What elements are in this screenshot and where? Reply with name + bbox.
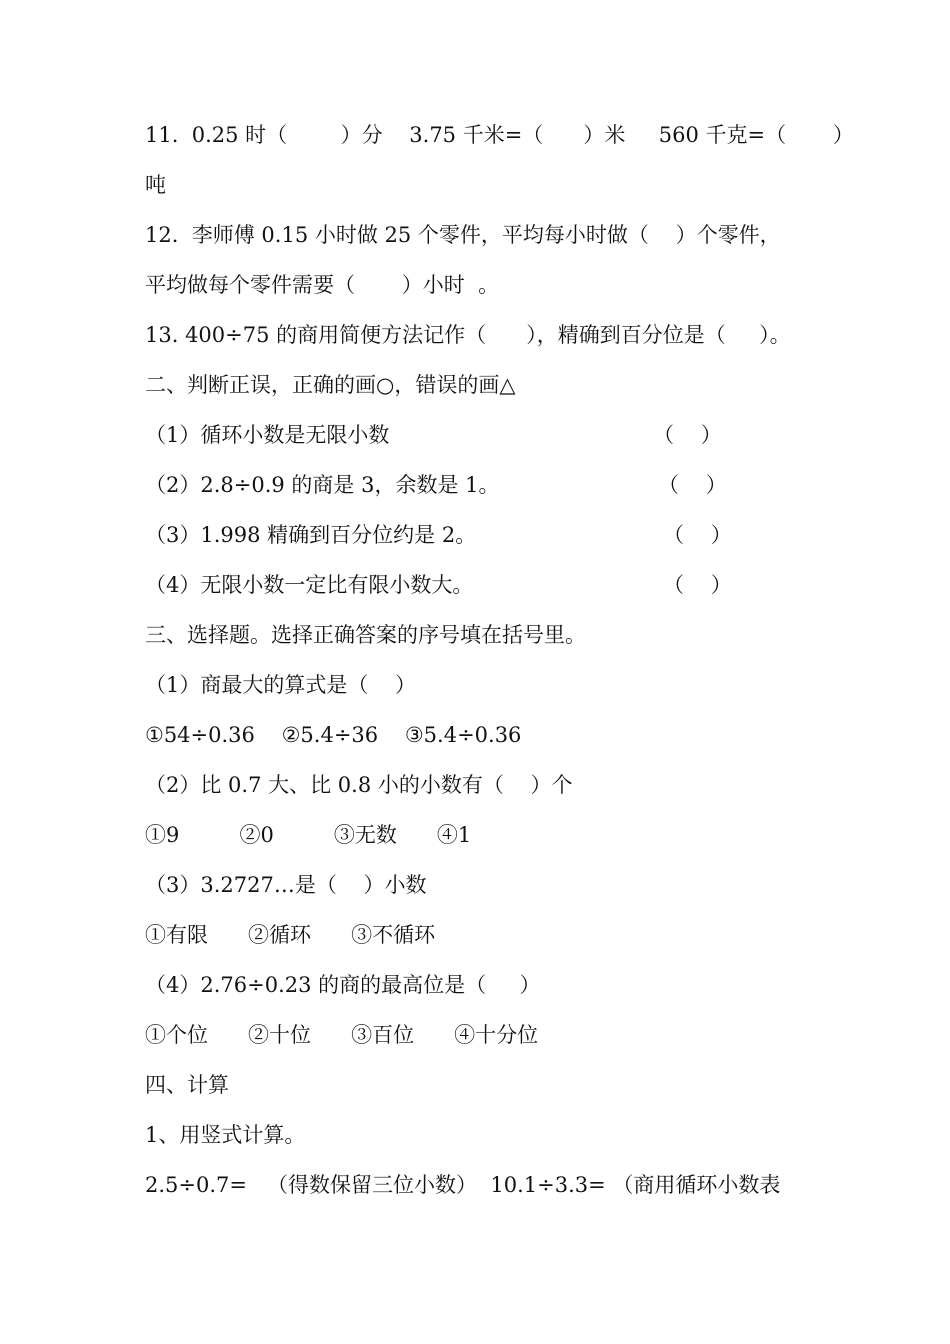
calc-subheading: 1、用竖式计算。	[145, 1123, 306, 1147]
choice-question-4: （4）2.76÷0.23 的商的最高位是（ ）	[145, 973, 541, 997]
choice-question-1: （1）商最大的算式是（ ）	[145, 673, 417, 697]
calc-section-heading: 四、计算	[145, 1073, 229, 1097]
calc-problems-line: 2.5÷0.7= （得数保留三位小数） 10.1÷3.3= （商用循环小数表	[145, 1173, 781, 1197]
question-12-line-2: 平均做每个零件需要（ ）小时 。	[145, 273, 500, 297]
judge-statement: （1）循环小数是无限小数	[145, 423, 390, 447]
choice-question-1-options: ①54÷0.36 ②5.4÷36 ③5.4÷0.36	[145, 723, 522, 747]
judge-item	[145, 465, 825, 505]
judge-answer-blank: （ ）	[658, 473, 727, 497]
choice-section-heading: 三、选择题。选择正确答案的序号填在括号里。	[145, 623, 586, 647]
judge-answer-blank: （ ）	[663, 523, 732, 547]
judge-section-heading: 二、判断正误，正确的画○，错误的画△	[145, 373, 516, 397]
choice-question-2-options: ①9 ②0 ③无数 ④1	[145, 823, 472, 847]
choice-question-2: （2）比 0.7 大、比 0.8 小的小数有（ ）个	[145, 773, 573, 797]
question-11-line-2: 吨	[145, 173, 166, 197]
judge-answer-blank: （ ）	[663, 573, 732, 597]
question-11-line-1: 11. 0.25 时（ ）分 3.75 千米=（ ）米 560 千克=（ ）	[145, 123, 854, 147]
question-13: 13. 400÷75 的商用简便方法记作（ ），精确到百分位是（ ）。	[145, 323, 791, 347]
judge-statement: （4）无限小数一定比有限小数大。	[145, 573, 474, 597]
judge-item	[145, 565, 825, 605]
judge-statement: （3）1.998 精确到百分位约是 2。	[145, 523, 477, 547]
choice-question-3: （3）3.2727…是（ ）小数	[145, 873, 427, 897]
judge-statement: （2）2.8÷0.9 的商是 3，余数是 1。	[145, 473, 500, 497]
choice-question-4-options: ①个位 ②十位 ③百位 ④十分位	[145, 1023, 539, 1047]
judge-answer-blank: （ ）	[653, 423, 722, 447]
judge-item	[145, 415, 825, 455]
judge-item	[145, 515, 825, 555]
choice-question-3-options: ①有限 ②循环 ③不循环	[145, 923, 436, 947]
question-12-line-1: 12. 李师傅 0.15 小时做 25 个零件，平均每小时做（ ）个零件，	[145, 223, 781, 247]
